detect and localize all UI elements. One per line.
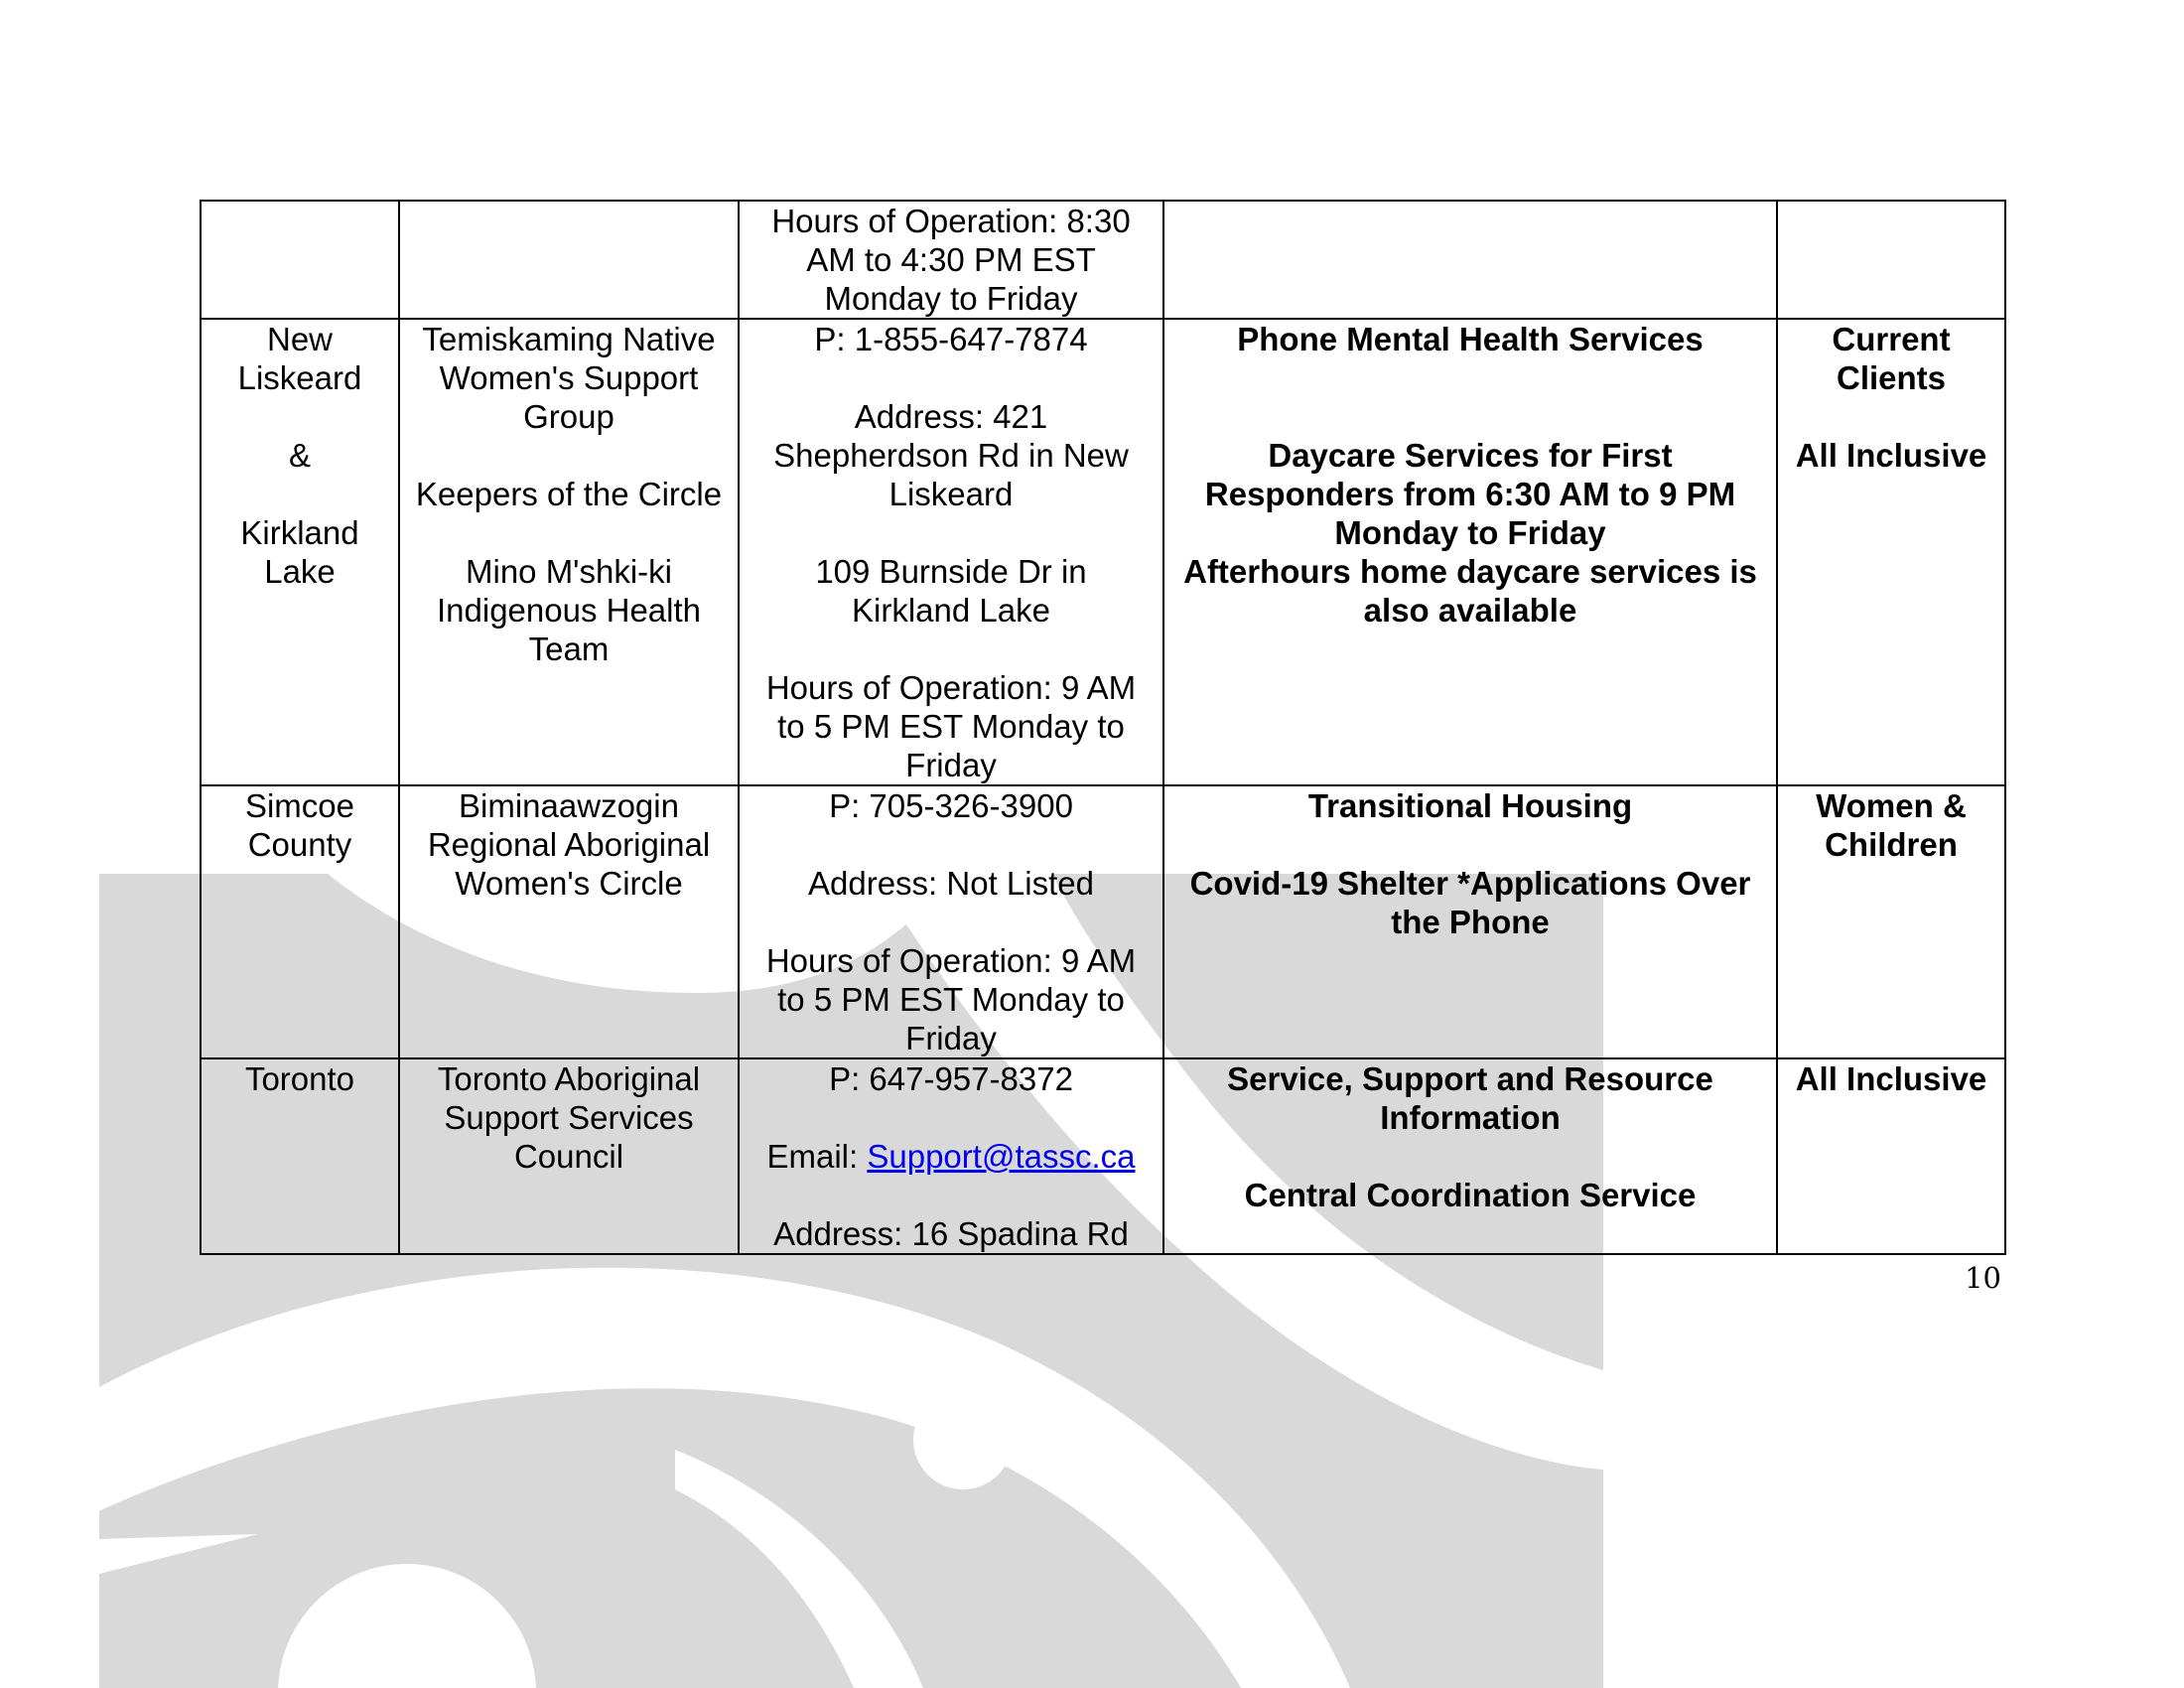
region-cell: [201, 319, 399, 785]
organization-cell: [399, 319, 739, 785]
organization-cell: [399, 1058, 739, 1254]
organization-name: Toronto Aboriginal Support Services Council: [437, 1060, 701, 1175]
table-row: [201, 785, 2005, 1058]
hours-text: Hours of Operation: 9 AM to 5 PM EST Monday to Friday: [765, 942, 1137, 1056]
organization-name: Mino M'shki-ki Indigenous Health Team: [436, 553, 702, 667]
table-row: [201, 319, 2005, 785]
organization-name: Temiskaming Native Women's Support Group: [422, 321, 716, 435]
service-text: Central Coordination Service: [1244, 1177, 1697, 1213]
email-link[interactable]: Support@tassc.ca: [867, 1138, 1136, 1175]
hours-text: Hours of Operation: 9 AM to 5 PM EST Monday to Friday: [765, 669, 1137, 783]
service-text: Covid-19 Shelter *Applications Over the Phone: [1189, 865, 1751, 940]
contact-cell: [739, 201, 1163, 319]
services-table: [200, 200, 2006, 1255]
service-text: Service, Support and Resource Information: [1227, 1060, 1713, 1136]
services-cell: [1163, 319, 1777, 785]
eligibility-cell: [1777, 785, 2005, 1058]
region-cell: [201, 785, 399, 1058]
region-text: New Liskeard: [237, 321, 362, 396]
eligibility-text: Current Clients: [1832, 321, 1951, 396]
email-line: [753, 1137, 1149, 1176]
address-text: Address: Not Listed: [808, 865, 1094, 902]
eligibility-cell: [1777, 201, 2005, 319]
address-text: Address: 421 Shepherdson Rd in New Liskeard: [773, 398, 1129, 512]
organization-cell: [399, 785, 739, 1058]
region-cell: [201, 201, 399, 319]
table-row: [201, 1058, 2005, 1254]
contact-cell: [739, 319, 1163, 785]
service-text: Daycare Services for First Responders from 6:30 AM to 9 PM Monday to Friday: [1204, 437, 1736, 551]
region-text: Toronto: [244, 1060, 355, 1097]
phone-text: P: 1-855-647-7874: [814, 321, 1088, 357]
services-cell: [1163, 785, 1777, 1058]
phone-text: P: 647-957-8372: [829, 1060, 1073, 1097]
organization-name: Keepers of the Circle: [415, 476, 723, 512]
services-cell: [1163, 1058, 1777, 1254]
service-text: Afterhours home daycare services is also available: [1183, 553, 1757, 629]
contact-cell: [739, 1058, 1163, 1254]
eligibility-text: All Inclusive: [1795, 437, 1987, 474]
eligibility-text: Women & Children: [1816, 787, 1967, 863]
address-text: Address: 16 Spadina Rd: [773, 1215, 1129, 1252]
phone-text: P: 705-326-3900: [829, 787, 1073, 824]
contact-cell: [739, 785, 1163, 1058]
service-text: Phone Mental Health Services: [1237, 321, 1704, 357]
organization-cell: [399, 201, 739, 319]
region-cell: [201, 1058, 399, 1254]
services-cell: [1163, 201, 1777, 319]
email-label: Email:: [766, 1138, 868, 1175]
region-text: Simcoe County: [244, 787, 355, 863]
eligibility-text: All Inclusive: [1795, 1060, 1987, 1097]
address-text: 109 Burnside Dr in Kirkland Lake: [815, 553, 1087, 629]
page-number: 10: [1965, 1261, 2001, 1295]
table-row: [201, 201, 2005, 319]
service-text: Transitional Housing: [1307, 787, 1633, 824]
region-text: Kirkland Lake: [240, 514, 359, 590]
organization-name: Biminaawzogin Regional Aboriginal Women's Circle: [427, 787, 711, 902]
region-text: &: [288, 437, 311, 474]
eligibility-cell: [1777, 319, 2005, 785]
eligibility-cell: [1777, 1058, 2005, 1254]
hours-text: Hours of Operation: 8:30 AM to 4:30 PM EST Monday to Friday: [771, 203, 1131, 317]
